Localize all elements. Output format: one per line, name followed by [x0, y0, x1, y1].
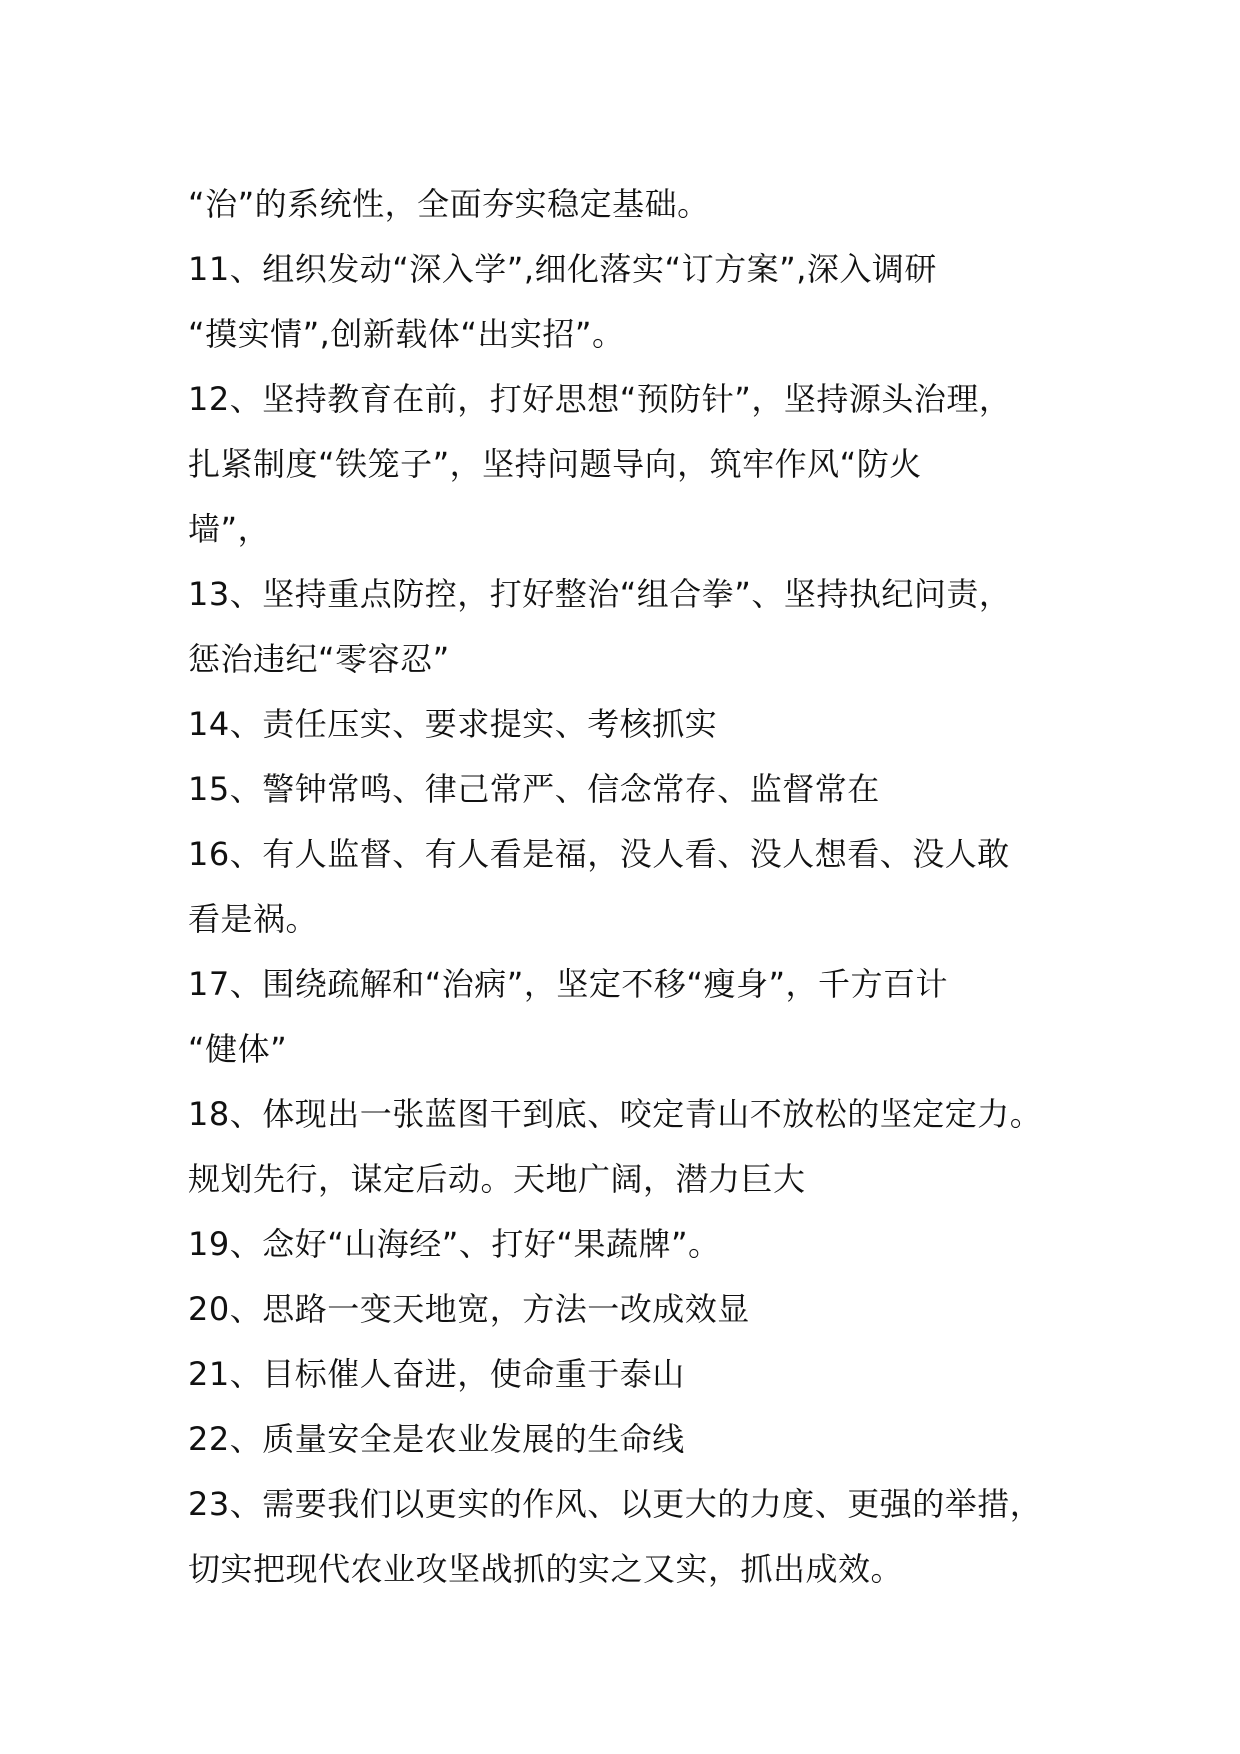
list-item-21 — [188, 1342, 1088, 1407]
text-line: 20、思路一变天地宽，方法一改成效显 — [188, 1290, 750, 1328]
list-item-19 — [188, 1212, 1088, 1277]
text-line: 11、组织发动“深入学”,细化落实“订方案”,深入调研 — [188, 250, 937, 288]
paragraph-continuation — [188, 172, 1088, 237]
list-item-14 — [188, 692, 1088, 757]
text-line: 惩治违纪“零容忍” — [188, 640, 450, 678]
text-line: 14、责任压实、要求提实、考核抓实 — [188, 705, 718, 743]
text-line: 16、有人监督、有人看是福，没人看、没人想看、没人敢 — [188, 835, 1010, 873]
text-line: 规划先行，谋定后动。天地广阔，潜力巨大 — [188, 1160, 806, 1198]
text-line: 15、警钟常鸣、律己常严、信念常存、监督常在 — [188, 770, 880, 808]
text-line: 切实把现代农业攻坚战抓的实之又实，抓出成效。 — [188, 1550, 904, 1588]
text-line: 13、坚持重点防控，打好整治“组合拳”、坚持执纪问责， — [188, 575, 1012, 613]
list-item-15 — [188, 757, 1088, 822]
text-line: 17、围绕疏解和“治病”，坚定不移“瘦身”，千方百计 — [188, 965, 949, 1003]
text-line: 扎紧制度“铁笼子”，坚持问题导向，筑牢作风“防火 — [188, 445, 922, 483]
text-line: “健体” — [188, 1030, 288, 1068]
list-item-16 — [188, 822, 1088, 952]
text-line: 看是祸。 — [188, 900, 319, 938]
list-item-18 — [188, 1082, 1088, 1212]
list-item-12 — [188, 367, 1088, 562]
list-item-11 — [188, 237, 1088, 367]
text-line: 23、需要我们以更实的作风、以更大的力度、更强的举措， — [188, 1485, 1043, 1523]
list-item-22 — [188, 1407, 1088, 1472]
text-line: 21、目标催人奋进，使命重于泰山 — [188, 1355, 685, 1393]
text-line: 22、质量安全是农业发展的生命线 — [188, 1420, 685, 1458]
list-item-13 — [188, 562, 1088, 692]
text-line: 墙”， — [188, 510, 271, 548]
text-line: “摸实情”,创新载体“出实招”。 — [188, 315, 625, 353]
document-body — [188, 172, 1088, 1602]
text-line: 18、体现出一张蓝图干到底、咬定青山不放松的坚定定力。 — [188, 1095, 1043, 1133]
list-item-23 — [188, 1472, 1088, 1602]
text-line: 19、念好“山海经”、打好“果蔬牌”。 — [188, 1225, 721, 1263]
text-line: 12、坚持教育在前，打好思想“预防针”，坚持源头治理， — [188, 380, 1012, 418]
list-item-20 — [188, 1277, 1088, 1342]
text-line: “治”的系统性，全面夯实稳定基础。 — [188, 185, 710, 223]
list-item-17 — [188, 952, 1088, 1082]
